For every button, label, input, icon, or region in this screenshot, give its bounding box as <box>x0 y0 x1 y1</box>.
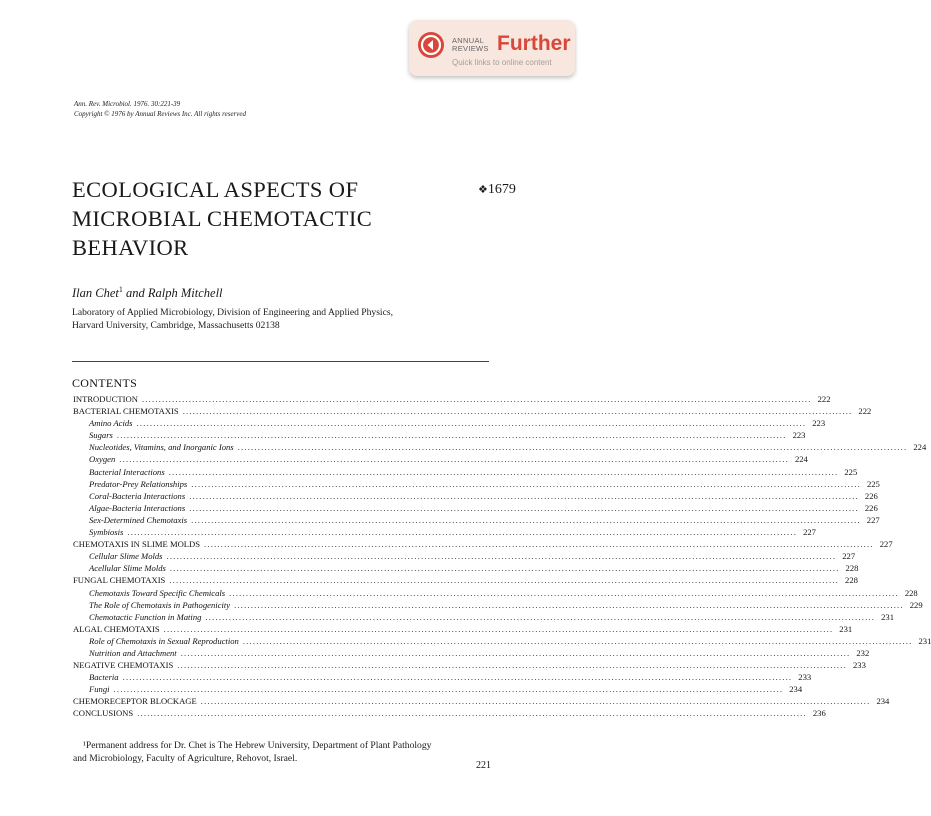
toc-entry-label: Acellular Slime Molds <box>89 563 166 574</box>
toc-entry[interactable] <box>73 671 812 683</box>
toc-entry[interactable] <box>73 478 880 490</box>
toc-entry-label: Nutrition and Attachment <box>89 647 177 658</box>
further-subtitle: Quick links to online content <box>452 58 552 67</box>
toc-leader-dots: ........................................................................................................................................................................................................ <box>168 466 839 477</box>
toc-entry[interactable] <box>73 707 826 719</box>
toc-entry[interactable] <box>73 538 893 550</box>
further-label: Further <box>497 32 571 55</box>
toc-entry-label: NEGATIVE CHEMOTAXIS <box>73 660 174 671</box>
toc-leader-dots: ........................................................................................................................................................................................................ <box>237 442 908 453</box>
toc-entry-page: 227 <box>842 551 856 562</box>
toc-entry[interactable] <box>73 659 866 671</box>
author-name: and Ralph Mitchell <box>122 286 223 301</box>
toc-leader-dots: ........................................................................................................................................................................................................ <box>166 551 837 562</box>
toc-entry-label: Cellular Slime Molds <box>89 551 163 562</box>
toc-entry-label: INTRODUCTION <box>73 394 138 404</box>
toc-entry[interactable] <box>73 514 880 526</box>
toc-entry-page: 228 <box>904 587 918 598</box>
toc-entry-page: 236 <box>812 708 826 719</box>
toc-entry-page: 228 <box>845 575 858 586</box>
toc-leader-dots: ........................................................................................................................................................................................................ <box>169 575 840 586</box>
article-code <box>478 182 516 198</box>
toc-leader-dots: ........................................................................................................................................................................................................ <box>182 406 853 417</box>
toc-entry-label: Chemotactic Function in Mating <box>89 611 202 622</box>
toc-entry-page: 223 <box>792 430 806 441</box>
toc-leader-dots: ........................................................................................................................................................................................................ <box>242 635 913 646</box>
toc-entry[interactable] <box>73 562 859 574</box>
toc-leader-dots: ........................................................................................................................................................................................................ <box>122 672 793 683</box>
toc-entry[interactable] <box>73 647 870 659</box>
footnote-line: and Microbiology, Faculty of Agriculture, Rehovot, Israel. <box>73 753 298 764</box>
toc-entry-label: FUNGAL CHEMOTAXIS <box>73 575 166 586</box>
toc-leader-dots: ........................................................................................................................................................................................................ <box>204 539 874 550</box>
toc-leader-dots: ........................................................................................................................................................................................................ <box>200 696 871 707</box>
toc-entry-page: 229 <box>909 599 923 610</box>
article-title <box>72 175 472 262</box>
footnote-line: ¹Permanent address for Dr. Chet is The Hebrew University, Department of Plant Pathology <box>83 740 432 751</box>
brand-annual: ANNUAL <box>452 36 485 45</box>
toc-entry[interactable] <box>73 574 858 586</box>
toc-entry[interactable] <box>73 550 856 562</box>
toc-entry-page: 225 <box>844 466 858 477</box>
affiliation <box>72 306 512 332</box>
contents-heading: CONTENTS <box>72 376 138 390</box>
toc-entry-label: Role of Chemotaxis in Sexual Reproduction <box>89 635 239 646</box>
toc-entry[interactable] <box>73 405 872 417</box>
toc-entry[interactable] <box>73 417 826 429</box>
toc-entry-label: Chemotaxis Toward Specific Chemicals <box>89 587 226 598</box>
toc-entry-page: 223 <box>812 418 826 429</box>
title-line: ECOLOGICAL ASPECTS OF <box>72 177 359 202</box>
toc-entry-label: Fungi <box>89 684 110 695</box>
author-name: Ilan Chet <box>72 286 119 301</box>
toc-leader-dots: ........................................................................................................................................................................................................ <box>180 647 851 658</box>
toc-entry-page: 226 <box>864 502 878 513</box>
authors <box>72 285 223 301</box>
toc-entry-page: 233 <box>852 660 866 671</box>
toc-entry-label: Symbiosis <box>89 527 124 538</box>
toc-leader-dots: ........................................................................................................................................................................................................ <box>234 599 904 610</box>
title-line: BEHAVIOR <box>72 235 189 260</box>
toc-leader-dots: ........................................................................................................................................................................................................ <box>177 660 847 671</box>
toc-entry-page: 234 <box>876 696 890 707</box>
toc-entry-label: Predator-Prey Relationships <box>89 478 188 489</box>
toc-leader-dots: ........................................................................................................................................................................................................ <box>141 394 812 404</box>
toc-leader-dots: ........................................................................................................................................................................................................ <box>116 430 787 441</box>
toc-leader-dots: ........................................................................................................................................................................................................ <box>191 478 861 489</box>
toc-entry-page: 226 <box>864 490 878 501</box>
toc-leader-dots: ........................................................................................................................................................................................................ <box>229 587 899 598</box>
toc-leader-dots: ........................................................................................................................................................................................................ <box>169 563 840 574</box>
toc-leader-dots: ........................................................................................................................................................................................................ <box>119 454 789 465</box>
toc-entry-page: 231 <box>918 635 931 646</box>
toc-entry-page: 234 <box>789 684 803 695</box>
toc-entry[interactable] <box>73 526 816 538</box>
toc-entry-label: Amino Acids <box>89 418 133 429</box>
toc-entry[interactable] <box>73 683 803 695</box>
toc-entry-label: Bacterial Interactions <box>89 466 165 477</box>
toc-entry-page: 222 <box>817 394 831 404</box>
footnote <box>73 739 493 765</box>
toc-entry[interactable] <box>73 393 831 405</box>
toc-entry-page: 232 <box>856 647 870 658</box>
toc-entry-label: The Role of Chemotaxis in Pathogenicity <box>89 599 231 610</box>
toc-entry[interactable] <box>73 429 806 441</box>
toc-leader-dots: ........................................................................................................................................................................................................ <box>205 611 876 622</box>
diamond-icon: ❖ <box>478 184 488 196</box>
toc-entry-page: 228 <box>845 563 859 574</box>
toc-entry-page: 231 <box>839 623 853 634</box>
affiliation-line: Harvard University, Cambridge, Massachusetts 02138 <box>72 320 280 331</box>
further-widget[interactable] <box>409 20 575 76</box>
toc-leader-dots: ........................................................................................................................................................................................................ <box>163 623 834 634</box>
toc-entry-page: 224 <box>913 442 927 453</box>
toc-entry-page: 231 <box>881 611 894 622</box>
toc-entry-label: CHEMOTAXIS IN SLIME MOLDS <box>73 539 201 550</box>
toc-entry-page: 227 <box>803 527 816 538</box>
toc-entry[interactable] <box>73 490 878 502</box>
divider <box>72 361 489 362</box>
toc-entry-label: Sugars <box>89 430 113 441</box>
footnote-marker: 1 <box>118 285 123 294</box>
toc-leader-dots: ........................................................................................................................................................................................................ <box>113 684 784 695</box>
back-arrow-icon <box>418 32 444 58</box>
toc-entry-label: Algae-Bacteria Interactions <box>89 502 186 513</box>
toc-leader-dots: ........................................................................................................................................................................................................ <box>191 514 861 525</box>
brand-reviews: REVIEWS <box>452 44 489 53</box>
citation-line: Ann. Rev. Microbiol. 1976. 30:221-39 <box>74 100 181 108</box>
toc-entry-page: 222 <box>858 406 872 417</box>
toc-leader-dots: ........................................................................................................................................................................................................ <box>136 418 807 429</box>
journal-citation <box>74 99 246 119</box>
toc-entry[interactable] <box>73 502 878 514</box>
toc-entry[interactable] <box>73 466 858 478</box>
toc-entry-label: Bacteria <box>89 672 119 683</box>
toc-entry-label: Sex-Determined Chemotaxis <box>89 514 188 525</box>
toc-entry-label: CHEMORECEPTOR BLOCKAGE <box>73 696 197 707</box>
toc-entry-label: Nucleotides, Vitamins, and Inorganic Ions <box>89 442 234 453</box>
title-line: MICROBIAL CHEMOTACTIC <box>72 206 373 231</box>
toc-entry[interactable] <box>73 623 853 635</box>
affiliation-line: Laboratory of Applied Microbiology, Division of Engineering and Applied Physics, <box>72 307 393 318</box>
toc-entry-label: BACTERIAL CHEMOTAXIS <box>73 406 179 417</box>
toc-entry-page: 225 <box>866 478 880 489</box>
toc-leader-dots: ........................................................................................................................................................................................................ <box>137 708 807 719</box>
article-code-number: 1679 <box>487 182 516 197</box>
table-of-contents <box>73 393 931 720</box>
toc-entry[interactable] <box>73 695 890 707</box>
toc-entry-label: Oxygen <box>89 454 116 465</box>
toc-entry-label: Coral-Bacteria Interactions <box>89 490 186 501</box>
toc-entry-label: ALGAL CHEMOTAXIS <box>73 623 160 634</box>
toc-entry[interactable] <box>73 599 923 611</box>
toc-leader-dots: ........................................................................................................................................................................................................ <box>127 527 798 538</box>
toc-entry[interactable] <box>73 441 927 453</box>
toc-leader-dots: ........................................................................................................................................................................................................ <box>189 490 859 501</box>
toc-entry-label: CONCLUSIONS <box>73 708 134 719</box>
copyright-line: Copyright © 1976 by Annual Reviews Inc. All rights reserved <box>74 110 246 118</box>
toc-entry-page: 233 <box>798 672 812 683</box>
toc-entry[interactable] <box>73 453 808 465</box>
page-number: 221 <box>476 760 491 771</box>
toc-entry[interactable] <box>73 587 918 599</box>
toc-leader-dots: ........................................................................................................................................................................................................ <box>189 502 859 513</box>
toc-entry[interactable] <box>73 611 894 623</box>
toc-entry-page: 227 <box>866 514 880 525</box>
toc-entry[interactable] <box>73 635 931 647</box>
toc-entry-page: 227 <box>879 539 893 550</box>
toc-entry-page: 224 <box>794 454 808 465</box>
